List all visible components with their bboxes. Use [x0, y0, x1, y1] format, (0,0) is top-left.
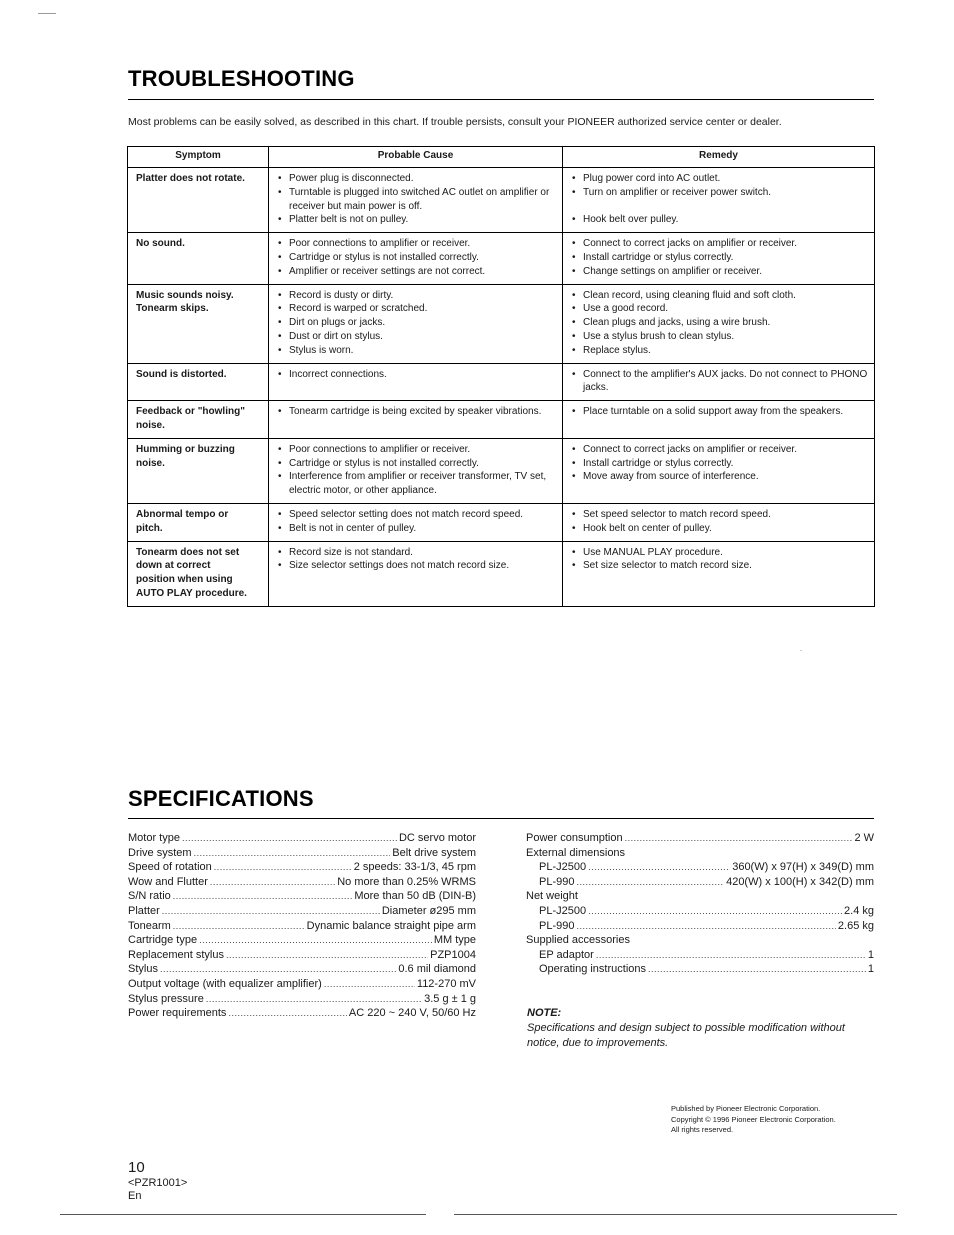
remedy-list: [571, 443, 868, 484]
remedy-cell: [563, 541, 875, 606]
leader-dots: [199, 933, 432, 948]
cause-item: • Incorrect connections.: [277, 368, 556, 382]
cause-item: • Platter belt is not on pulley.: [277, 213, 556, 227]
leader-dots: [226, 948, 428, 963]
language-code: En: [128, 1190, 142, 1202]
leader-dots: [588, 860, 730, 875]
spec-value: 360(W) x 97(H) x 349(D) mm: [732, 861, 874, 874]
spec-value: 2 W: [854, 832, 874, 844]
cause-cell: [269, 233, 563, 284]
symptom-cell: [128, 541, 269, 606]
spec-value: Dynamic balance straight pipe arm: [306, 919, 476, 932]
cause-cell: [269, 401, 563, 439]
header-symptom: Symptom: [128, 147, 269, 168]
spec-label: Operating instructions: [539, 963, 646, 976]
cause-item: • Record is dusty or dirty.: [277, 289, 556, 303]
spec-row: [128, 992, 476, 1007]
spec-row-dimensions-pl-j2500: [526, 860, 874, 875]
cause-list: [277, 546, 556, 574]
spec-row-dimensions-pl-990: [526, 875, 874, 890]
symptom-text: noise.: [136, 419, 165, 431]
symptom-cell: [128, 233, 269, 284]
spec-row-operating-instructions: [526, 962, 874, 977]
symptom-cell: [128, 363, 269, 401]
cause-list: [277, 289, 556, 358]
remedy-item: • Use a good record.: [571, 302, 868, 316]
spec-row: [128, 831, 476, 846]
cause-item: • Cartridge or stylus is not installed correctly.: [277, 457, 556, 471]
remedy-cell: [563, 284, 875, 363]
cause-item: • Power plug is disconnected.: [277, 172, 556, 186]
troubleshooting-intro: Most problems can be easily solved, as described in this chart. If trouble persists, consult your PIONEER authorized service center or dealer.: [128, 116, 782, 128]
spec-value: 1: [867, 963, 874, 976]
leader-dots: [228, 1006, 346, 1021]
cause-item: • Poor connections to amplifier or receiver.: [277, 443, 556, 457]
remedy-cell: [563, 168, 875, 233]
symptom-text: No sound.: [136, 238, 185, 250]
table-row: [128, 363, 875, 401]
publisher-line: Published by Pioneer Electronic Corporation.: [671, 1104, 821, 1113]
spec-row: [128, 875, 476, 890]
spec-label: Wow and Flutter: [128, 875, 208, 888]
specs-left-column: [128, 831, 476, 1021]
spec-label: Replacement stylus: [128, 948, 224, 961]
remedy-list: [571, 368, 868, 396]
remedy-item: • Place turntable on a solid support away from the speakers.: [571, 405, 868, 419]
table-header-row: [128, 147, 875, 168]
cause-cell: [269, 503, 563, 541]
remedy-item: • Connect to the amplifier's AUX jacks. Do not connect to PHONO jacks.: [571, 368, 868, 396]
document-code: [128, 1177, 187, 1203]
leader-dots: [194, 846, 391, 861]
table-row: [128, 168, 875, 233]
scan-speck: [800, 650, 802, 651]
remedy-item: • Hook belt on center of pulley.: [571, 522, 868, 536]
spec-label: PL-990: [539, 919, 575, 932]
symptom-text: noise.: [136, 457, 165, 469]
table-row: [128, 541, 875, 606]
spec-value: 2.65 kg: [837, 919, 874, 932]
leader-dots: [160, 962, 396, 977]
spec-label: Motor type: [128, 832, 180, 844]
leader-dots: [596, 948, 866, 963]
cause-cell: [269, 438, 563, 503]
troubleshooting-table: [127, 146, 875, 607]
symptom-text: AUTO PLAY procedure.: [136, 587, 247, 599]
spec-label: PL-990: [539, 875, 575, 888]
spec-row: [128, 962, 476, 977]
cause-item: • Stylus is worn.: [277, 344, 556, 358]
spec-value: No more than 0.25% WRMS: [337, 875, 476, 888]
symptom-text: Tonearm skips.: [136, 303, 209, 315]
remedy-list: [571, 405, 868, 419]
spec-label: Tonearm: [128, 919, 171, 932]
cause-item: • Size selector settings does not match record size.: [277, 559, 556, 573]
spec-value: 1: [867, 948, 874, 961]
spec-label: Power consumption: [526, 832, 623, 844]
spec-value: MM type: [433, 934, 476, 947]
spec-value: 3.5 g ± 1 g: [424, 992, 476, 1005]
remedy-item: • Use MANUAL PLAY procedure.: [571, 546, 868, 560]
remedy-list: [571, 546, 868, 574]
symptom-text: pitch.: [136, 522, 163, 534]
header-probable-cause: Probable Cause: [269, 147, 563, 168]
symptom-cell: [128, 284, 269, 363]
remedy-cell: [563, 401, 875, 439]
specs-right-column: [526, 831, 874, 977]
spec-label: Cartridge type: [128, 934, 198, 947]
spec-value: 2.4 kg: [844, 904, 874, 917]
spec-label: EP adaptor: [539, 948, 594, 961]
remedy-cell: [563, 233, 875, 284]
spec-row: [128, 860, 476, 875]
table-row: [128, 401, 875, 439]
troubleshooting-title: TROUBLESHOOTING: [128, 66, 355, 91]
table-row: [128, 438, 875, 503]
leader-dots: [324, 977, 415, 992]
remedy-cell: [563, 503, 875, 541]
note-text: Specifications and design subject to possible modification without notice, due to improvements.: [527, 1022, 845, 1049]
remedy-item: • Change settings on amplifier or receiver.: [571, 265, 868, 279]
leader-dots: [173, 889, 353, 904]
spec-value: Belt drive system: [392, 846, 476, 859]
cause-list: [277, 368, 556, 382]
cause-item: • Speed selector setting does not match record speed.: [277, 508, 556, 522]
remedy-cell: [563, 363, 875, 401]
cause-list: [277, 237, 556, 278]
cause-item: • Dust or dirt on stylus.: [277, 330, 556, 344]
remedy-item: • Replace stylus.: [571, 344, 868, 358]
remedy-item: • Set speed selector to match record speed.: [571, 508, 868, 522]
spec-row: [128, 948, 476, 963]
cause-cell: [269, 168, 563, 233]
remedy-item: • Use a stylus brush to clean stylus.: [571, 330, 868, 344]
leader-dots: [182, 831, 397, 846]
spec-value: AC 220 ~ 240 V, 50/60 Hz: [348, 1007, 476, 1020]
cause-list: [277, 443, 556, 498]
spec-label: S/N ratio: [128, 890, 171, 903]
remedy-item: • Clean plugs and jacks, using a wire brush.: [571, 316, 868, 330]
spec-row: [128, 904, 476, 919]
cause-item: • Tonearm cartridge is being excited by speaker vibrations.: [277, 405, 556, 419]
spec-row: [128, 889, 476, 904]
cause-item: • Poor connections to amplifier or receiver.: [277, 237, 556, 251]
remedy-item: • Plug power cord into AC outlet.: [571, 172, 868, 186]
copyright-line: Copyright © 1996 Pioneer Electronic Corporation.: [671, 1114, 836, 1124]
leader-dots: [576, 919, 835, 934]
remedy-item: • Connect to correct jacks on amplifier or receiver.: [571, 443, 868, 457]
spec-heading-net-weight: Net weight: [526, 890, 578, 903]
cause-cell: [269, 284, 563, 363]
spec-value: Diameter ø295 mm: [381, 904, 476, 917]
remedy-item: • Install cartridge or stylus correctly.: [571, 251, 868, 265]
spec-row: [128, 1006, 476, 1021]
table-row: [128, 503, 875, 541]
spec-row-power-consumption: [526, 831, 874, 846]
spec-value: 2 speeds: 33-1/3, 45 rpm: [353, 861, 476, 874]
spec-label: PL-J2500: [539, 861, 587, 874]
rights-line: All rights reserved.: [671, 1125, 734, 1134]
cause-item: • Record is warped or scratched.: [277, 302, 556, 316]
spec-label: Power requirements: [128, 1007, 227, 1020]
remedy-item: • Install cartridge or stylus correctly.: [571, 457, 868, 471]
spec-row-ep-adaptor: [526, 948, 874, 963]
spec-row-weight-pl-j2500: [526, 904, 874, 919]
spec-heading-external-dimensions: External dimensions: [526, 846, 626, 859]
cause-item: • Dirt on plugs or jacks.: [277, 316, 556, 330]
spec-value: 420(W) x 100(H) x 342(D) mm: [726, 875, 874, 888]
remedy-item: • Clean record, using cleaning fluid and soft cloth.: [571, 289, 868, 303]
page-number: 10: [128, 1159, 145, 1176]
symptom-text: Platter does not rotate.: [136, 173, 245, 184]
spec-label: Drive system: [128, 846, 192, 859]
symptom-text: down at correct: [136, 560, 211, 572]
remedy-item: • Connect to correct jacks on amplifier or receiver.: [571, 237, 868, 251]
spec-value: More than 50 dB (DIN-B): [354, 890, 476, 903]
remedy-item: • Move away from source of interference.: [571, 470, 868, 484]
cause-cell: [269, 363, 563, 401]
specifications-title: SPECIFICATIONS: [128, 786, 314, 811]
spec-row-weight-pl-990: [526, 919, 874, 934]
cause-item: • Turntable is plugged into switched AC outlet on amplifier or receiver but main power is off.: [277, 186, 556, 214]
leader-dots: [210, 875, 335, 890]
leader-dots: [648, 962, 866, 977]
spec-value: PZP1004: [430, 948, 476, 961]
table-row: [128, 284, 875, 363]
publisher-info: [671, 1104, 836, 1136]
remedy-cell: [563, 438, 875, 503]
bottom-rule-left: [60, 1214, 426, 1215]
page-edge-mark: [38, 13, 56, 14]
header-remedy: Remedy: [563, 147, 875, 168]
table-row: [128, 233, 875, 284]
spec-row: [128, 977, 476, 992]
leader-dots: [206, 992, 422, 1007]
spec-label: Stylus: [128, 963, 158, 976]
cause-list: [277, 405, 556, 419]
remedy-item: • Hook belt over pulley.: [571, 213, 868, 227]
remedy-list: [571, 237, 868, 278]
spec-label: Output voltage (with equalizer amplifier): [128, 977, 322, 990]
symptom-cell: [128, 438, 269, 503]
cause-item: • Interference from amplifier or receiver transformer, TV set, electric motor, or other appliance.: [277, 470, 556, 498]
symptom-cell: [128, 168, 269, 233]
spec-row: [128, 846, 476, 861]
spec-heading-supplied-accessories: Supplied accessories: [526, 934, 630, 947]
symptom-text: position when using: [136, 574, 233, 586]
symptom-text: Humming or buzzing: [136, 443, 235, 455]
symptom-cell: [128, 503, 269, 541]
cause-item: • Amplifier or receiver settings are not correct.: [277, 265, 556, 279]
leader-dots: [588, 904, 842, 919]
spec-label: Platter: [128, 904, 160, 917]
leader-dots: [214, 860, 352, 875]
cause-item: • Cartridge or stylus is not installed correctly.: [277, 251, 556, 265]
spec-row: [128, 933, 476, 948]
leader-dots: [173, 919, 305, 934]
leader-dots: [162, 904, 380, 919]
symptom-text: Feedback or "howling": [136, 406, 245, 418]
symptom-text: Tonearm does not set: [136, 546, 240, 558]
note-label: NOTE:: [527, 1007, 562, 1019]
spec-label: Stylus pressure: [128, 992, 204, 1005]
spec-label: Speed of rotation: [128, 861, 212, 874]
symptom-cell: [128, 401, 269, 439]
remedy-item: • Set size selector to match record size.: [571, 559, 868, 573]
cause-list: [277, 508, 556, 536]
model-code: <PZR1001>: [128, 1177, 188, 1189]
cause-item: • Record size is not standard.: [277, 546, 556, 560]
remedy-list: [571, 172, 868, 227]
bottom-rule-right: [454, 1214, 897, 1215]
remedy-list: [571, 508, 868, 536]
spec-value: 0.6 mil diamond: [398, 963, 476, 976]
remedy-item: • Turn on amplifier or receiver power switch.: [571, 186, 868, 200]
spec-value: 112-270 mV: [416, 977, 476, 990]
spec-row: [128, 919, 476, 934]
spec-value: DC servo motor: [398, 832, 476, 844]
cause-list: [277, 172, 556, 227]
troubleshooting-rows: [128, 168, 875, 607]
symptom-text: Music sounds noisy.: [136, 289, 234, 301]
symptom-text: Sound is distorted.: [136, 368, 227, 380]
leader-dots: [625, 831, 853, 846]
specifications-rule: [128, 818, 874, 819]
symptom-text: Abnormal tempo or: [136, 508, 229, 520]
remedy-list: [571, 289, 868, 358]
cause-item: • Belt is not in center of pulley.: [277, 522, 556, 536]
cause-cell: [269, 541, 563, 606]
spec-label: PL-J2500: [539, 904, 587, 917]
leader-dots: [576, 875, 724, 890]
troubleshooting-rule: [128, 99, 874, 100]
